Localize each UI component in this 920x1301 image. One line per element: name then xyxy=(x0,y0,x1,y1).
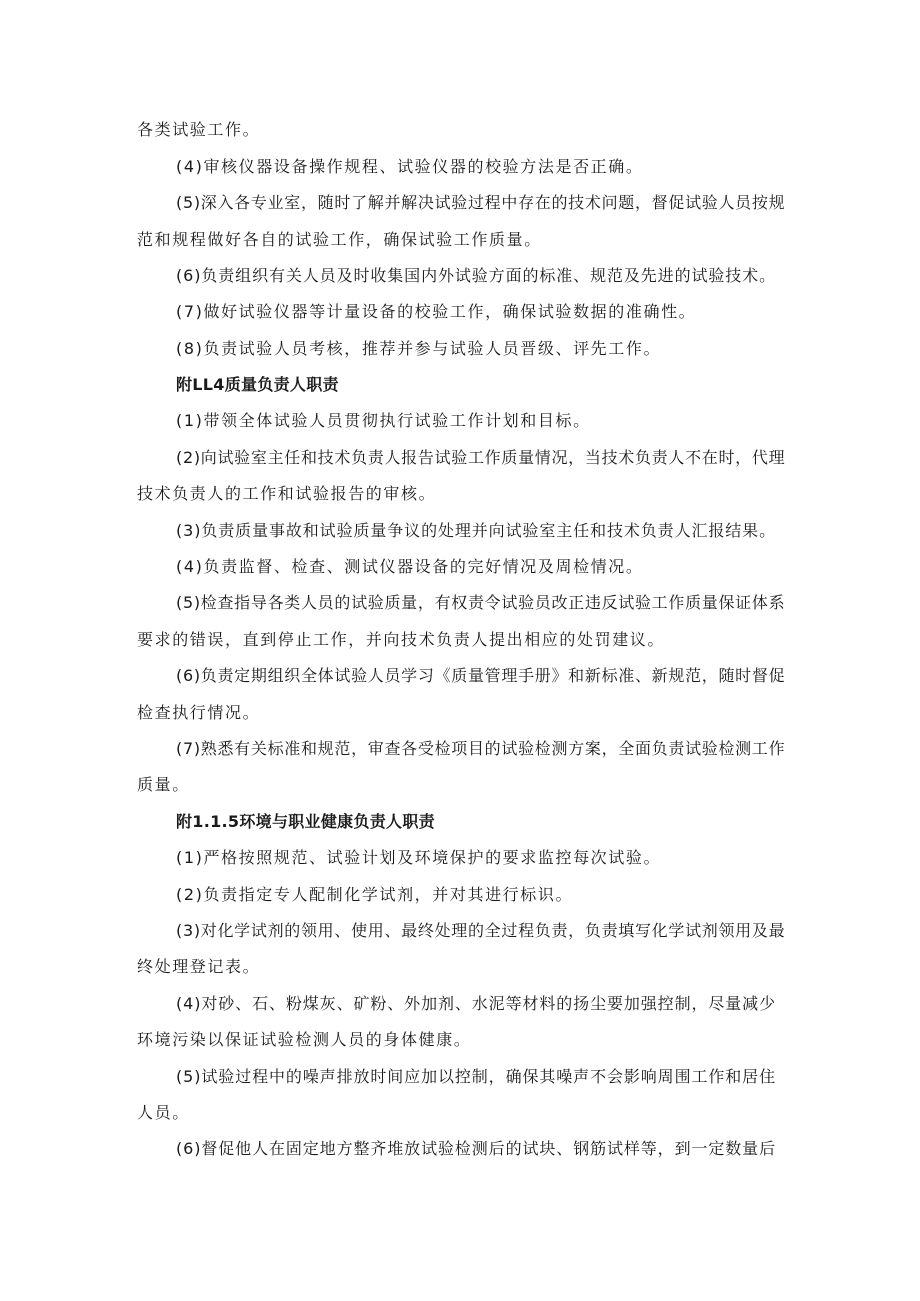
list-item: (7)做好试验仪器等计量设备的校验工作，确保试验数据的准确性。 xyxy=(176,302,697,321)
list-item: (5)检查指导各类人员的试验质量，有权责令试验员改正违反试验工作质量保证体系 xyxy=(176,593,786,612)
list-item: (5)深入各专业室，随时了解并解决试验过程中存在的技术问题，督促试验人员按规 xyxy=(176,193,786,212)
paragraph-continuation: 范和规程做好各自的试验工作，确保试验工作质量。 xyxy=(137,230,542,249)
list-item: (6)督促他人在固定地方整齐堆放试验检测后的试块、钢筋试样等，到一定数量后 xyxy=(176,1139,776,1158)
list-item: (2)向试验室主任和技术负责人报告试验工作质量情况，当技术负责人不在时，代理 xyxy=(176,448,786,467)
list-item: (6)负责组织有关人员及时收集国内外试验方面的标准、规范及先进的试验技术。 xyxy=(176,266,776,285)
list-item: (3)对化学试剂的领用、使用、最终处理的全过程负责，负责填写化学试剂领用及最 xyxy=(176,921,786,940)
section-heading: 附LL4质量负责人职责 xyxy=(176,375,339,394)
paragraph-continuation: 各类试验工作。 xyxy=(137,120,261,139)
paragraph-continuation: 质量。 xyxy=(137,775,190,794)
list-item: (3)负责质量事故和试验质量争议的处理并向试验室主任和技术负责人汇报结果。 xyxy=(176,521,776,540)
list-item: (1)严格按照规范、试验计划及环境保护的要求监控每次试验。 xyxy=(176,848,662,867)
paragraph-continuation: 环境污染以保证试验检测人员的身体健康。 xyxy=(137,1030,472,1049)
list-item: (1)带领全体试验人员贯彻执行试验工作计划和目标。 xyxy=(176,411,591,430)
paragraph-continuation: 人员。 xyxy=(137,1103,190,1122)
paragraph-continuation: 要求的错误，直到停止工作，并向技术负责人提出相应的处罚建议。 xyxy=(137,630,666,649)
list-item: (2)负责指定专人配制化学试剂，并对其进行标识。 xyxy=(176,885,574,904)
paragraph-continuation: 终处理登记表。 xyxy=(137,957,261,976)
list-item: (5)试验过程中的噪声排放时间应加以控制，确保其噪声不会影响周围工作和居住 xyxy=(176,1067,776,1086)
list-item: (4)审核仪器设备操作规程、试验仪器的校验方法是否正确。 xyxy=(176,157,644,176)
list-item: (8)负责试验人员考核，推荐并参与试验人员晋级、评先工作。 xyxy=(176,339,662,358)
list-item: (4)对砂、石、粉煤灰、矿粉、外加剂、水泥等材料的扬尘要加强控制，尽量减少 xyxy=(176,994,776,1013)
paragraph-continuation: 技术负责人的工作和试验报告的审核。 xyxy=(137,484,437,503)
list-item: (6)负责定期组织全体试验人员学习《质量管理手册》和新标准、新规范，随时督促 xyxy=(176,666,786,685)
list-item: (7)熟悉有关标准和规范，审查各受检项目的试验检测方案，全面负责试验检测工作 xyxy=(176,739,786,758)
list-item: (4)负责监督、检查、测试仪器设备的完好情况及周检情况。 xyxy=(176,557,644,576)
paragraph-continuation: 检查执行情况。 xyxy=(137,703,261,722)
section-heading: 附1.1.5环境与职业健康负责人职责 xyxy=(176,812,435,831)
